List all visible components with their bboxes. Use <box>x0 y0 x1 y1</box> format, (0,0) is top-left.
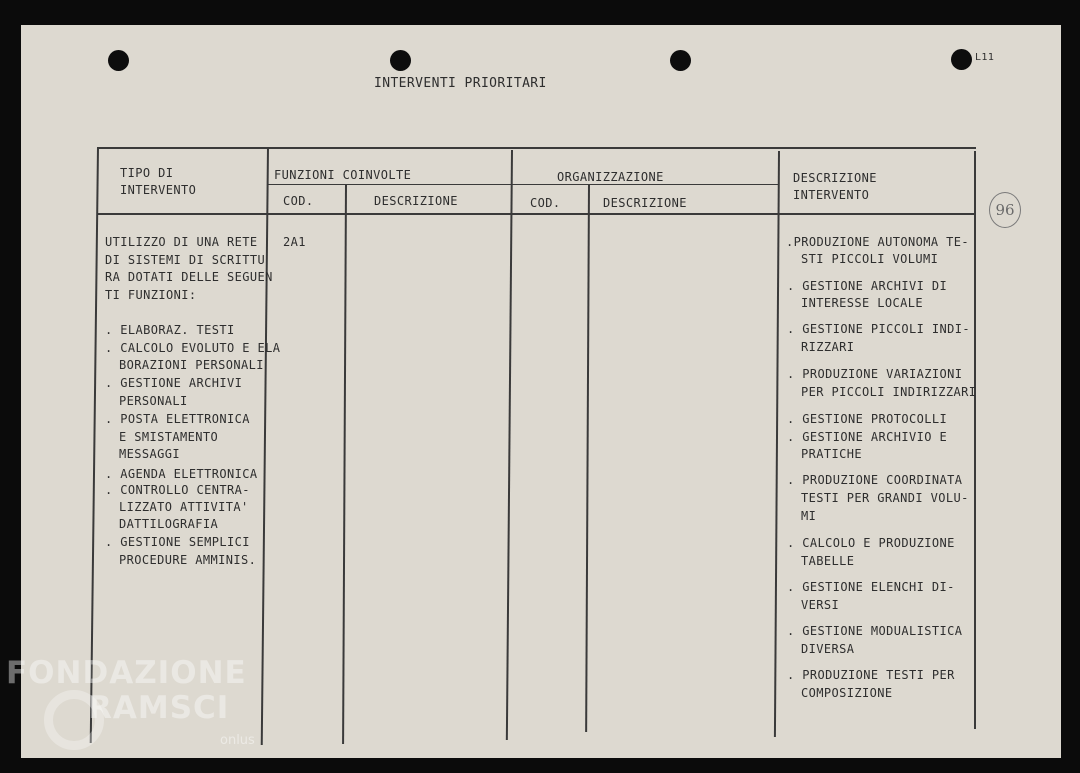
list-item: DIVERSA <box>801 642 855 656</box>
list-item: PRATICHE <box>801 447 862 461</box>
list-item: . CALCOLO E PRODUZIONE <box>787 536 955 550</box>
list-item: BORAZIONI PERSONALI <box>119 358 264 372</box>
list-item: . GESTIONE PICCOLI INDI- <box>787 322 970 336</box>
header-organizzazione: ORGANIZZAZIONE <box>557 170 664 184</box>
header-organizzazione-cod: COD. <box>530 196 561 210</box>
list-item: TI FUNZIONI: <box>105 288 197 302</box>
punch-hole <box>390 50 411 71</box>
list-item: . POSTA ELETTRONICA <box>105 412 250 426</box>
table-border-top <box>97 147 976 149</box>
list-item: INTERESSE LOCALE <box>801 296 923 310</box>
list-item: . PRODUZIONE VARIAZIONI <box>787 367 963 381</box>
list-item: PER PICCOLI INDIRIZZARI <box>801 385 977 399</box>
table-border-right <box>974 151 976 729</box>
list-item: . ELABORAZ. TESTI <box>105 323 235 337</box>
punch-hole <box>108 50 129 71</box>
list-item: . PRODUZIONE TESTI PER <box>787 668 955 682</box>
list-item: STI PICCOLI VOLUMI <box>801 252 939 266</box>
column-divider <box>585 184 589 732</box>
list-item: DI SISTEMI DI SCRITTU <box>105 253 266 267</box>
header-descrizione-intervento-line1: DESCRIZIONE <box>793 171 877 185</box>
column-divider <box>506 150 513 740</box>
column-divider <box>342 184 346 744</box>
list-item: . CALCOLO EVOLUTO E ELA <box>105 341 281 355</box>
list-item: . GESTIONE MODUALISTICA <box>787 624 963 638</box>
list-item: COMPOSIZIONE <box>801 686 893 700</box>
list-item: . GESTIONE ARCHIVI DI <box>787 279 948 293</box>
list-item: PROCEDURE AMMINIS. <box>119 553 257 567</box>
header-funzioni-coinvolte: FUNZIONI COINVOLTE <box>274 168 412 182</box>
list-item: . CONTROLLO CENTRA- <box>105 483 250 497</box>
list-item: TESTI PER GRANDI VOLU- <box>801 491 969 505</box>
list-item: MI <box>801 509 817 523</box>
header-organizzazione-descrizione: DESCRIZIONE <box>603 196 687 210</box>
list-item: .PRODUZIONE AUTONOMA TE- <box>786 235 969 249</box>
list-item: UTILIZZO DI UNA RETE <box>105 235 258 249</box>
list-item: . GESTIONE ARCHIVI <box>105 376 243 390</box>
column-divider <box>261 147 269 745</box>
list-item: VERSI <box>801 598 840 612</box>
list-item: RA DOTATI DELLE SEGUEN <box>105 270 273 284</box>
watermark-line2: RAMSCI <box>88 690 230 726</box>
list-item: DATTILOGRAFIA <box>119 517 219 531</box>
watermark-line1: FONDAZIONE <box>6 655 247 691</box>
list-item: E SMISTAMENTO <box>119 430 219 444</box>
header-funzioni-cod: COD. <box>283 194 314 208</box>
table-header-bottom <box>97 213 976 215</box>
table-subheader-line <box>267 184 779 185</box>
handwritten-page-mark: 96 <box>989 192 1021 228</box>
punch-hole <box>951 49 972 70</box>
column-divider <box>774 151 780 737</box>
list-item: MESSAGGI <box>119 447 180 461</box>
header-funzioni-descrizione: DESCRIZIONE <box>374 194 458 208</box>
punch-hole <box>670 50 691 71</box>
watermark-line3: onlus <box>220 733 255 748</box>
list-item: TABELLE <box>801 554 855 568</box>
document-page <box>21 25 1061 758</box>
funzioni-cod-value: 2A1 <box>283 235 306 249</box>
list-item: PERSONALI <box>119 394 188 408</box>
page-title: INTERVENTI PRIORITARI <box>374 76 547 91</box>
header-tipo-line1: TIPO DI <box>120 166 174 180</box>
table-border-left <box>90 147 99 743</box>
header-descrizione-intervento-line2: INTERVENTO <box>793 188 870 202</box>
list-item: . GESTIONE ELENCHI DI- <box>787 580 955 594</box>
list-item: . GESTIONE ARCHIVIO E <box>787 430 948 444</box>
list-item: . AGENDA ELETTRONICA <box>105 467 258 481</box>
list-item: . GESTIONE SEMPLICI <box>105 535 250 549</box>
list-item: LIZZATO ATTIVITA' <box>119 500 249 514</box>
list-item: RIZZARI <box>801 340 855 354</box>
list-item: . GESTIONE PROTOCOLLI <box>787 412 948 426</box>
page-number: L11 <box>975 52 995 63</box>
header-tipo-line2: INTERVENTO <box>120 183 197 197</box>
list-item: . PRODUZIONE COORDINATA <box>787 473 963 487</box>
